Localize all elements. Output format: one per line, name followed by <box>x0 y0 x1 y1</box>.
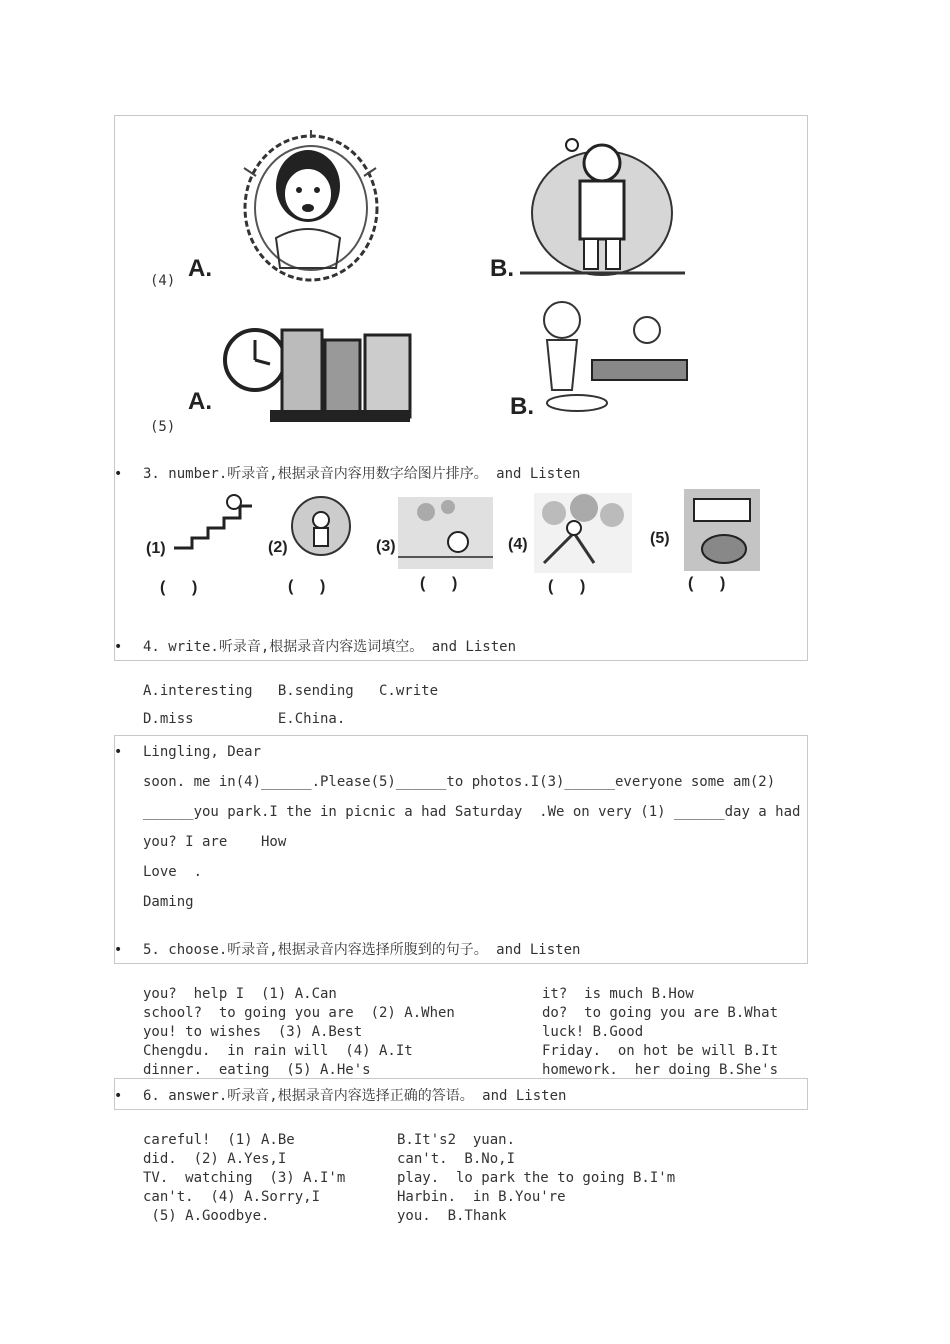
picture-3-5-sign <box>684 489 760 571</box>
letter-line: Lingling, Dear <box>143 744 262 760</box>
letter-line: soon. me in(4)______.Please(5)______to photos.I(3)______everyone some am(2) <box>143 774 776 790</box>
option-b-label: B. <box>490 255 514 282</box>
section-3-instruction: 3. number.听录音,根据录音内容用数字给图片排序。 and Listen <box>143 466 581 482</box>
section-4-instruction: 4. write.听录音,根据录音内容选词填空。 and Listen <box>143 639 517 655</box>
picture-4b-man <box>520 133 685 281</box>
answer-right: play. lo park the to going B.I'm <box>397 1170 676 1186</box>
picture-number-3: (3) <box>376 538 396 555</box>
choice-right: it? is much B.How <box>542 986 694 1002</box>
answer-left: did. (2) A.Yes,I <box>143 1151 287 1167</box>
letter-line: you? I are How <box>143 834 287 850</box>
answer-left: TV. watching (3) A.I'm <box>143 1170 346 1186</box>
letter-line: Love . <box>143 864 203 880</box>
choice-left: you! to wishes (3) A.Best <box>143 1024 363 1040</box>
option-a-label-5: A. <box>188 388 212 415</box>
picture-number-2: (2) <box>268 539 288 556</box>
answer-left: (5) A.Goodbye. <box>143 1208 270 1224</box>
bullet: • <box>114 466 123 482</box>
choice-left: Chengdu. in rain will (4) A.It <box>143 1043 413 1059</box>
choice-right: Friday. on hot be will B.It <box>542 1043 779 1059</box>
question-4-label: (4) <box>150 273 176 289</box>
section-5-instruction: 5. choose.听录音,根据录音内容选择所腹到的句子。 and Listen <box>143 942 581 958</box>
choice-left: you? help I (1) A.Can <box>143 986 337 1002</box>
word-options-line-2: D.miss E.China. <box>143 711 346 727</box>
choice-right: do? to going you are B.What <box>542 1005 779 1021</box>
picture-number-5: (5) <box>650 530 670 547</box>
picture-3-2-circle <box>290 494 352 558</box>
option-a-label: A. <box>188 255 212 282</box>
answer-blank-1[interactable]: ( ) <box>160 579 198 596</box>
picture-number-4: (4) <box>508 536 528 553</box>
answer-right: Harbin. in B.You're <box>397 1189 566 1205</box>
picture-5a-clock-objects <box>220 300 420 425</box>
picture-3-4-tree <box>534 493 632 573</box>
letter-line: ______you park.I the in picnic a had Saturday .We on very (1) ______day a had <box>143 804 801 820</box>
answer-right: you. B.Thank <box>397 1208 507 1224</box>
answer-left: can't. (4) A.Sorry,I <box>143 1189 321 1205</box>
choice-left: school? to going you are (2) A.When <box>143 1005 455 1021</box>
answer-left: careful! (1) A.Be <box>143 1132 295 1148</box>
picture-4a-girl <box>236 128 386 283</box>
bullet: • <box>114 942 123 958</box>
picture-5b-children-playing <box>532 295 692 415</box>
answer-blank-3[interactable]: ( ) <box>420 575 458 592</box>
choice-right: homework. her doing B.She's <box>542 1062 779 1078</box>
answer-blank-2[interactable]: ( ) <box>288 578 326 595</box>
choice-left: dinner. eating (5) A.He's <box>143 1062 371 1078</box>
picture-3-3-garden <box>398 497 493 569</box>
bullet: • <box>114 1088 123 1104</box>
bullet: • <box>114 744 123 760</box>
picture-number-1: (1) <box>146 540 166 557</box>
option-b-label-5: B. <box>510 393 534 420</box>
word-options-line-1: A.interesting B.sending C.write <box>143 683 439 699</box>
answer-blank-5[interactable]: ( ) <box>688 575 726 592</box>
bullet: • <box>114 639 123 655</box>
question-5-label: (5) <box>150 419 176 435</box>
answer-blank-4[interactable]: ( ) <box>548 578 586 595</box>
letter-line: Daming <box>143 894 194 910</box>
choice-right: luck! B.Good <box>542 1024 644 1040</box>
answer-right: can't. B.No,I <box>397 1151 516 1167</box>
section-6-instruction: 6. answer.听录音,根据录音内容选择正确的答语。 and Listen <box>143 1088 567 1104</box>
answer-right: B.It's2 yuan. <box>397 1132 516 1148</box>
picture-3-1-stairs <box>172 492 254 550</box>
